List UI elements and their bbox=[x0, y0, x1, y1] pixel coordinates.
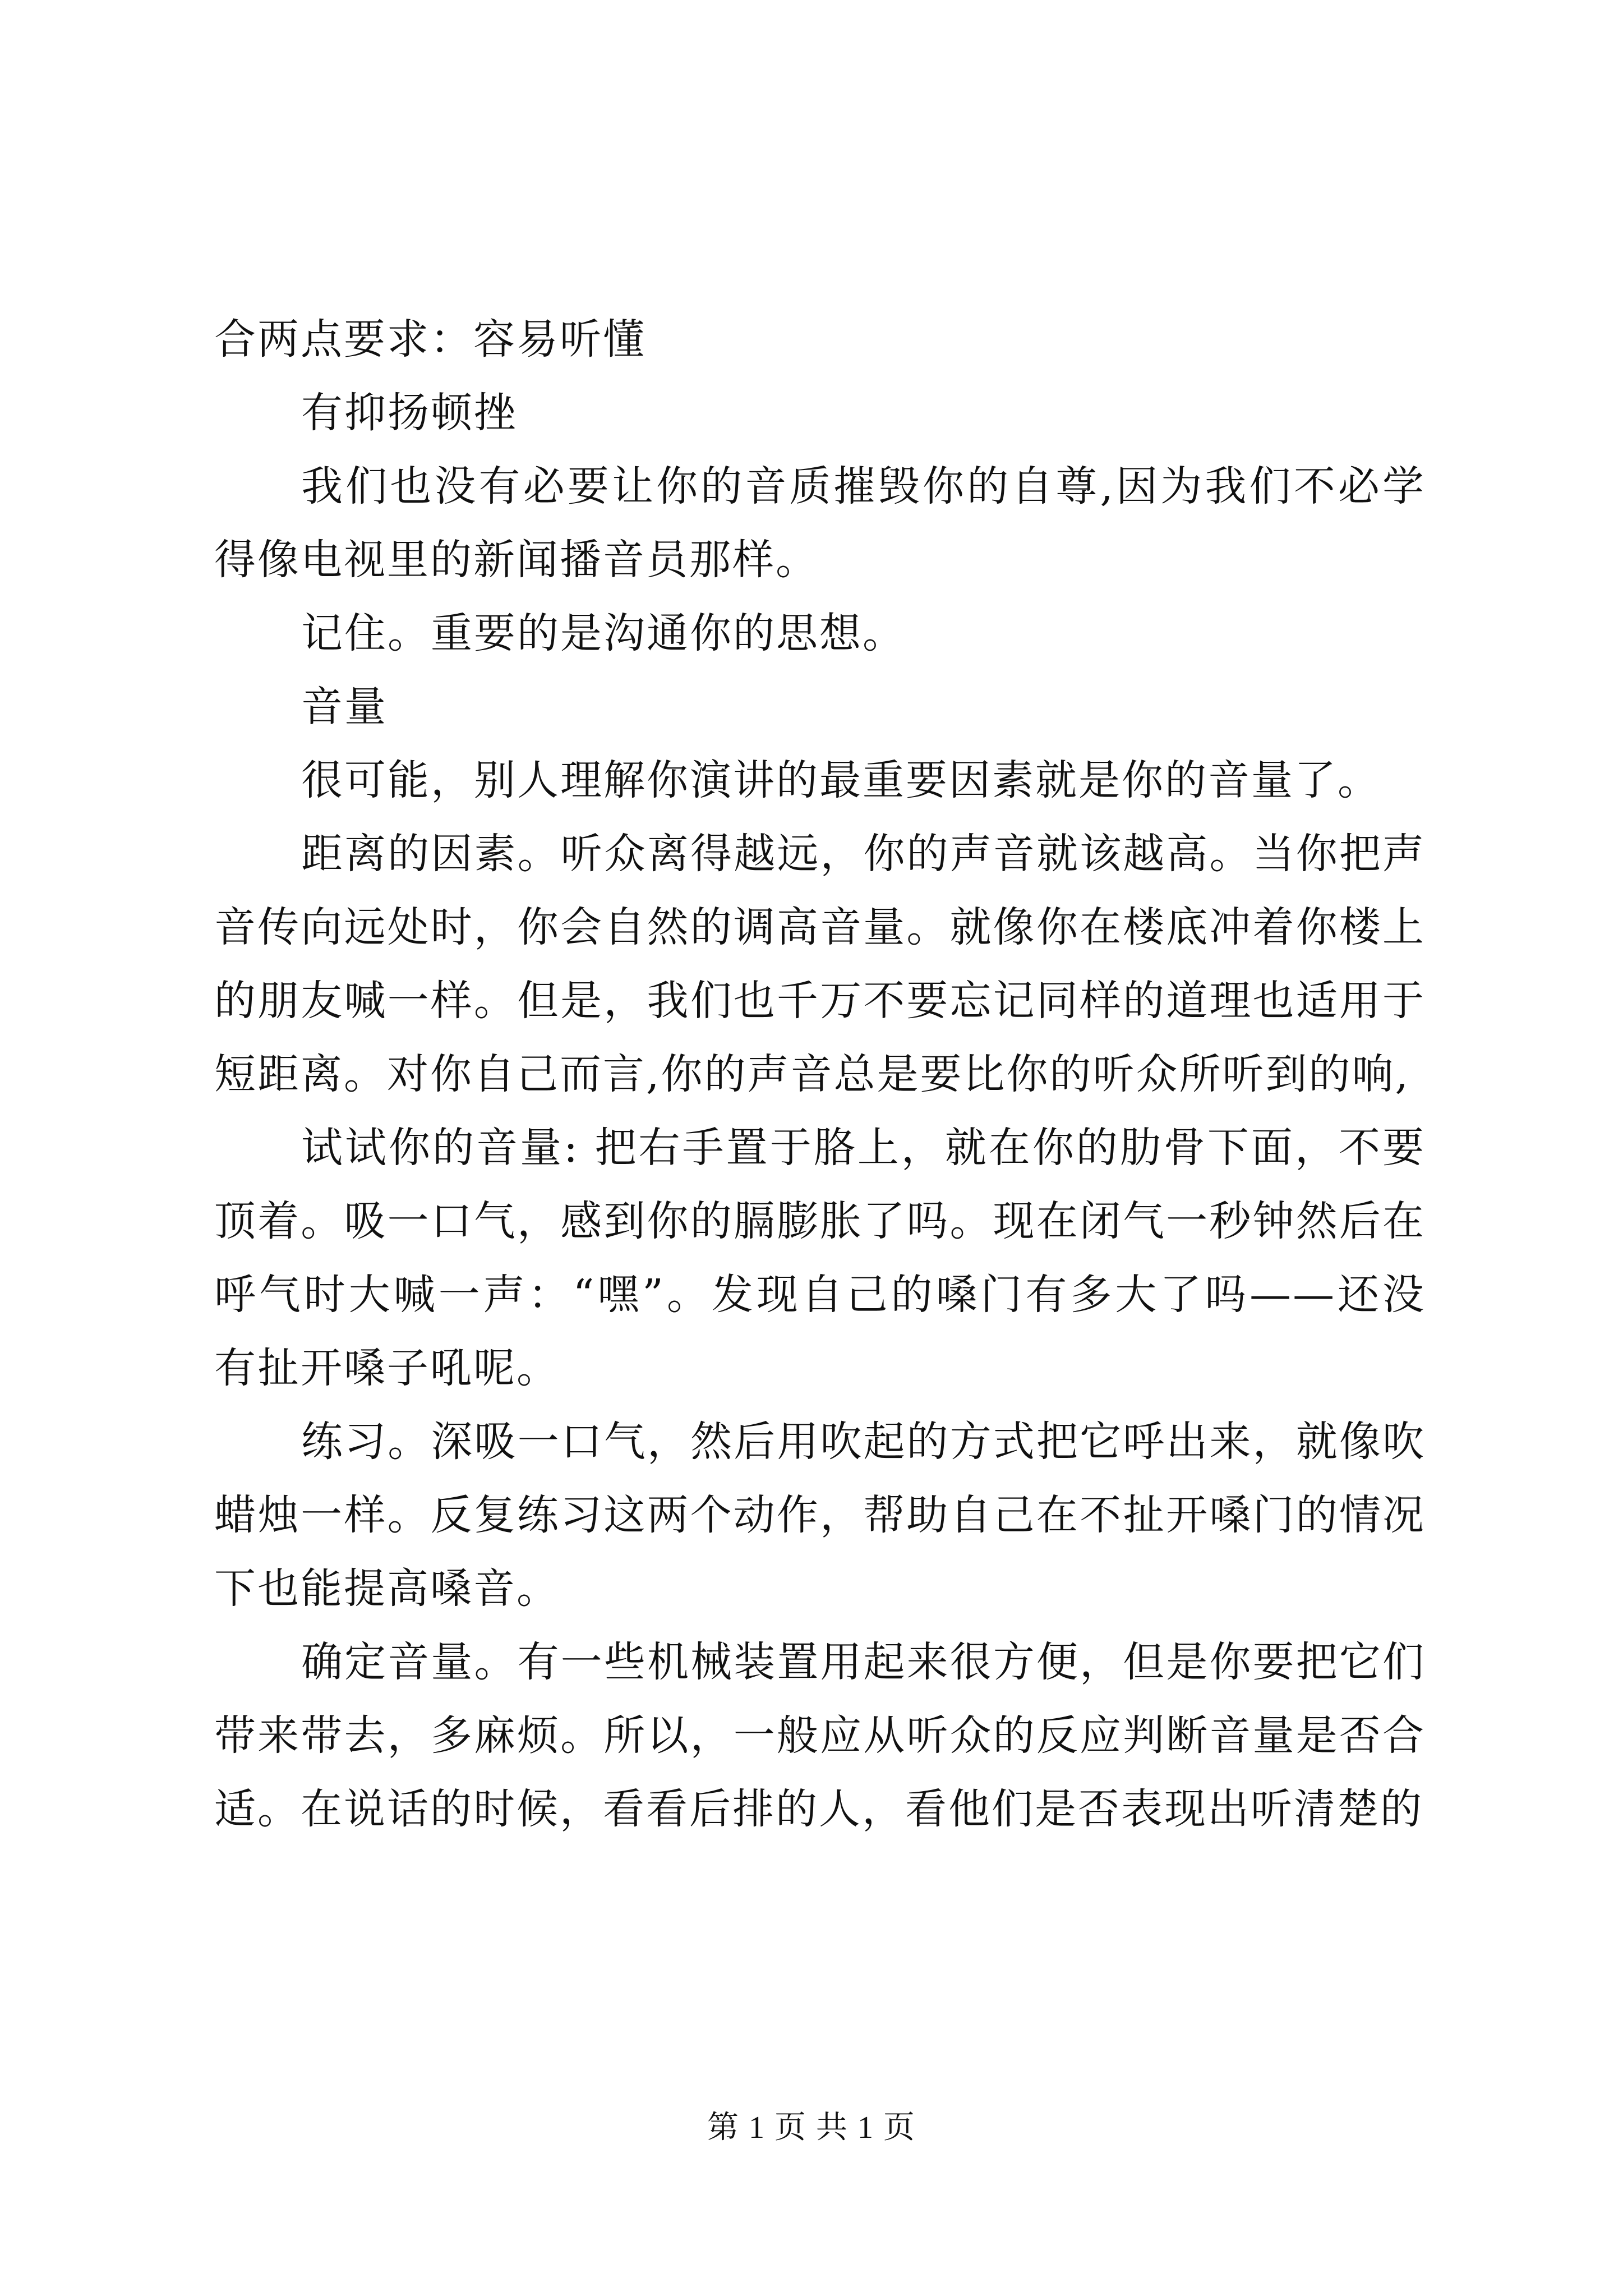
paragraph: 试试你的音量: 把右手置于胳上，就在你的肋骨下面，不要顶着。吸一口气，感到你的膈膨胀了吗。现在闭气一秒钟然后在呼气时大喊一声：“嘿”。发现自己的嗓门有多大了吗——还没有扯开嗓子吼呢。 bbox=[214, 1124, 1426, 1392]
section-heading: 音量 bbox=[301, 683, 388, 731]
paragraph: 我们也没有必要让你的音质摧毁你的自尊,因为我们不必学得像电视里的新闻播音员那样。 bbox=[214, 462, 1426, 584]
paragraph: 合两点要求：容易听懂 bbox=[214, 315, 646, 364]
paragraph: 距离的因素。听众离得越远，你的声音就该越高。当你把声音传向远处时，你会自然的调高音量。就像你在楼底冲着你楼上的朋友喊一样。但是，我们也千万不要忘记同样的道理也适用于短距离。对你自己而言,你的声音总是要比你的听众所听到的响, bbox=[214, 830, 1426, 1098]
page-footer: 第 1 页 共 1 页 bbox=[707, 2110, 916, 2145]
paragraph: 确定音量。有一些机械装置用起来很方便，但是你要把它们带来带去，多麻烦。所以，一般应从听众的反应判断音量是否合适。在说话的时候，看看后排的人，看他们是否表现出听清楚的 bbox=[214, 1638, 1426, 1833]
paragraph: 有抑扬顿挫 bbox=[301, 389, 517, 437]
paragraph: 记住。重要的是沟通你的思想。 bbox=[301, 609, 906, 657]
paragraph: 练习。深吸一口气，然后用吹起的方式把它呼出来，就像吹蜡烛一样。反复练习这两个动作，帮助自己在不扯开嗓门的情况下也能提高嗓音。 bbox=[214, 1418, 1426, 1613]
document-body bbox=[214, 303, 1426, 1846]
paragraph: 很可能，别人理解你演讲的最重要因素就是你的音量了。 bbox=[301, 756, 1381, 804]
